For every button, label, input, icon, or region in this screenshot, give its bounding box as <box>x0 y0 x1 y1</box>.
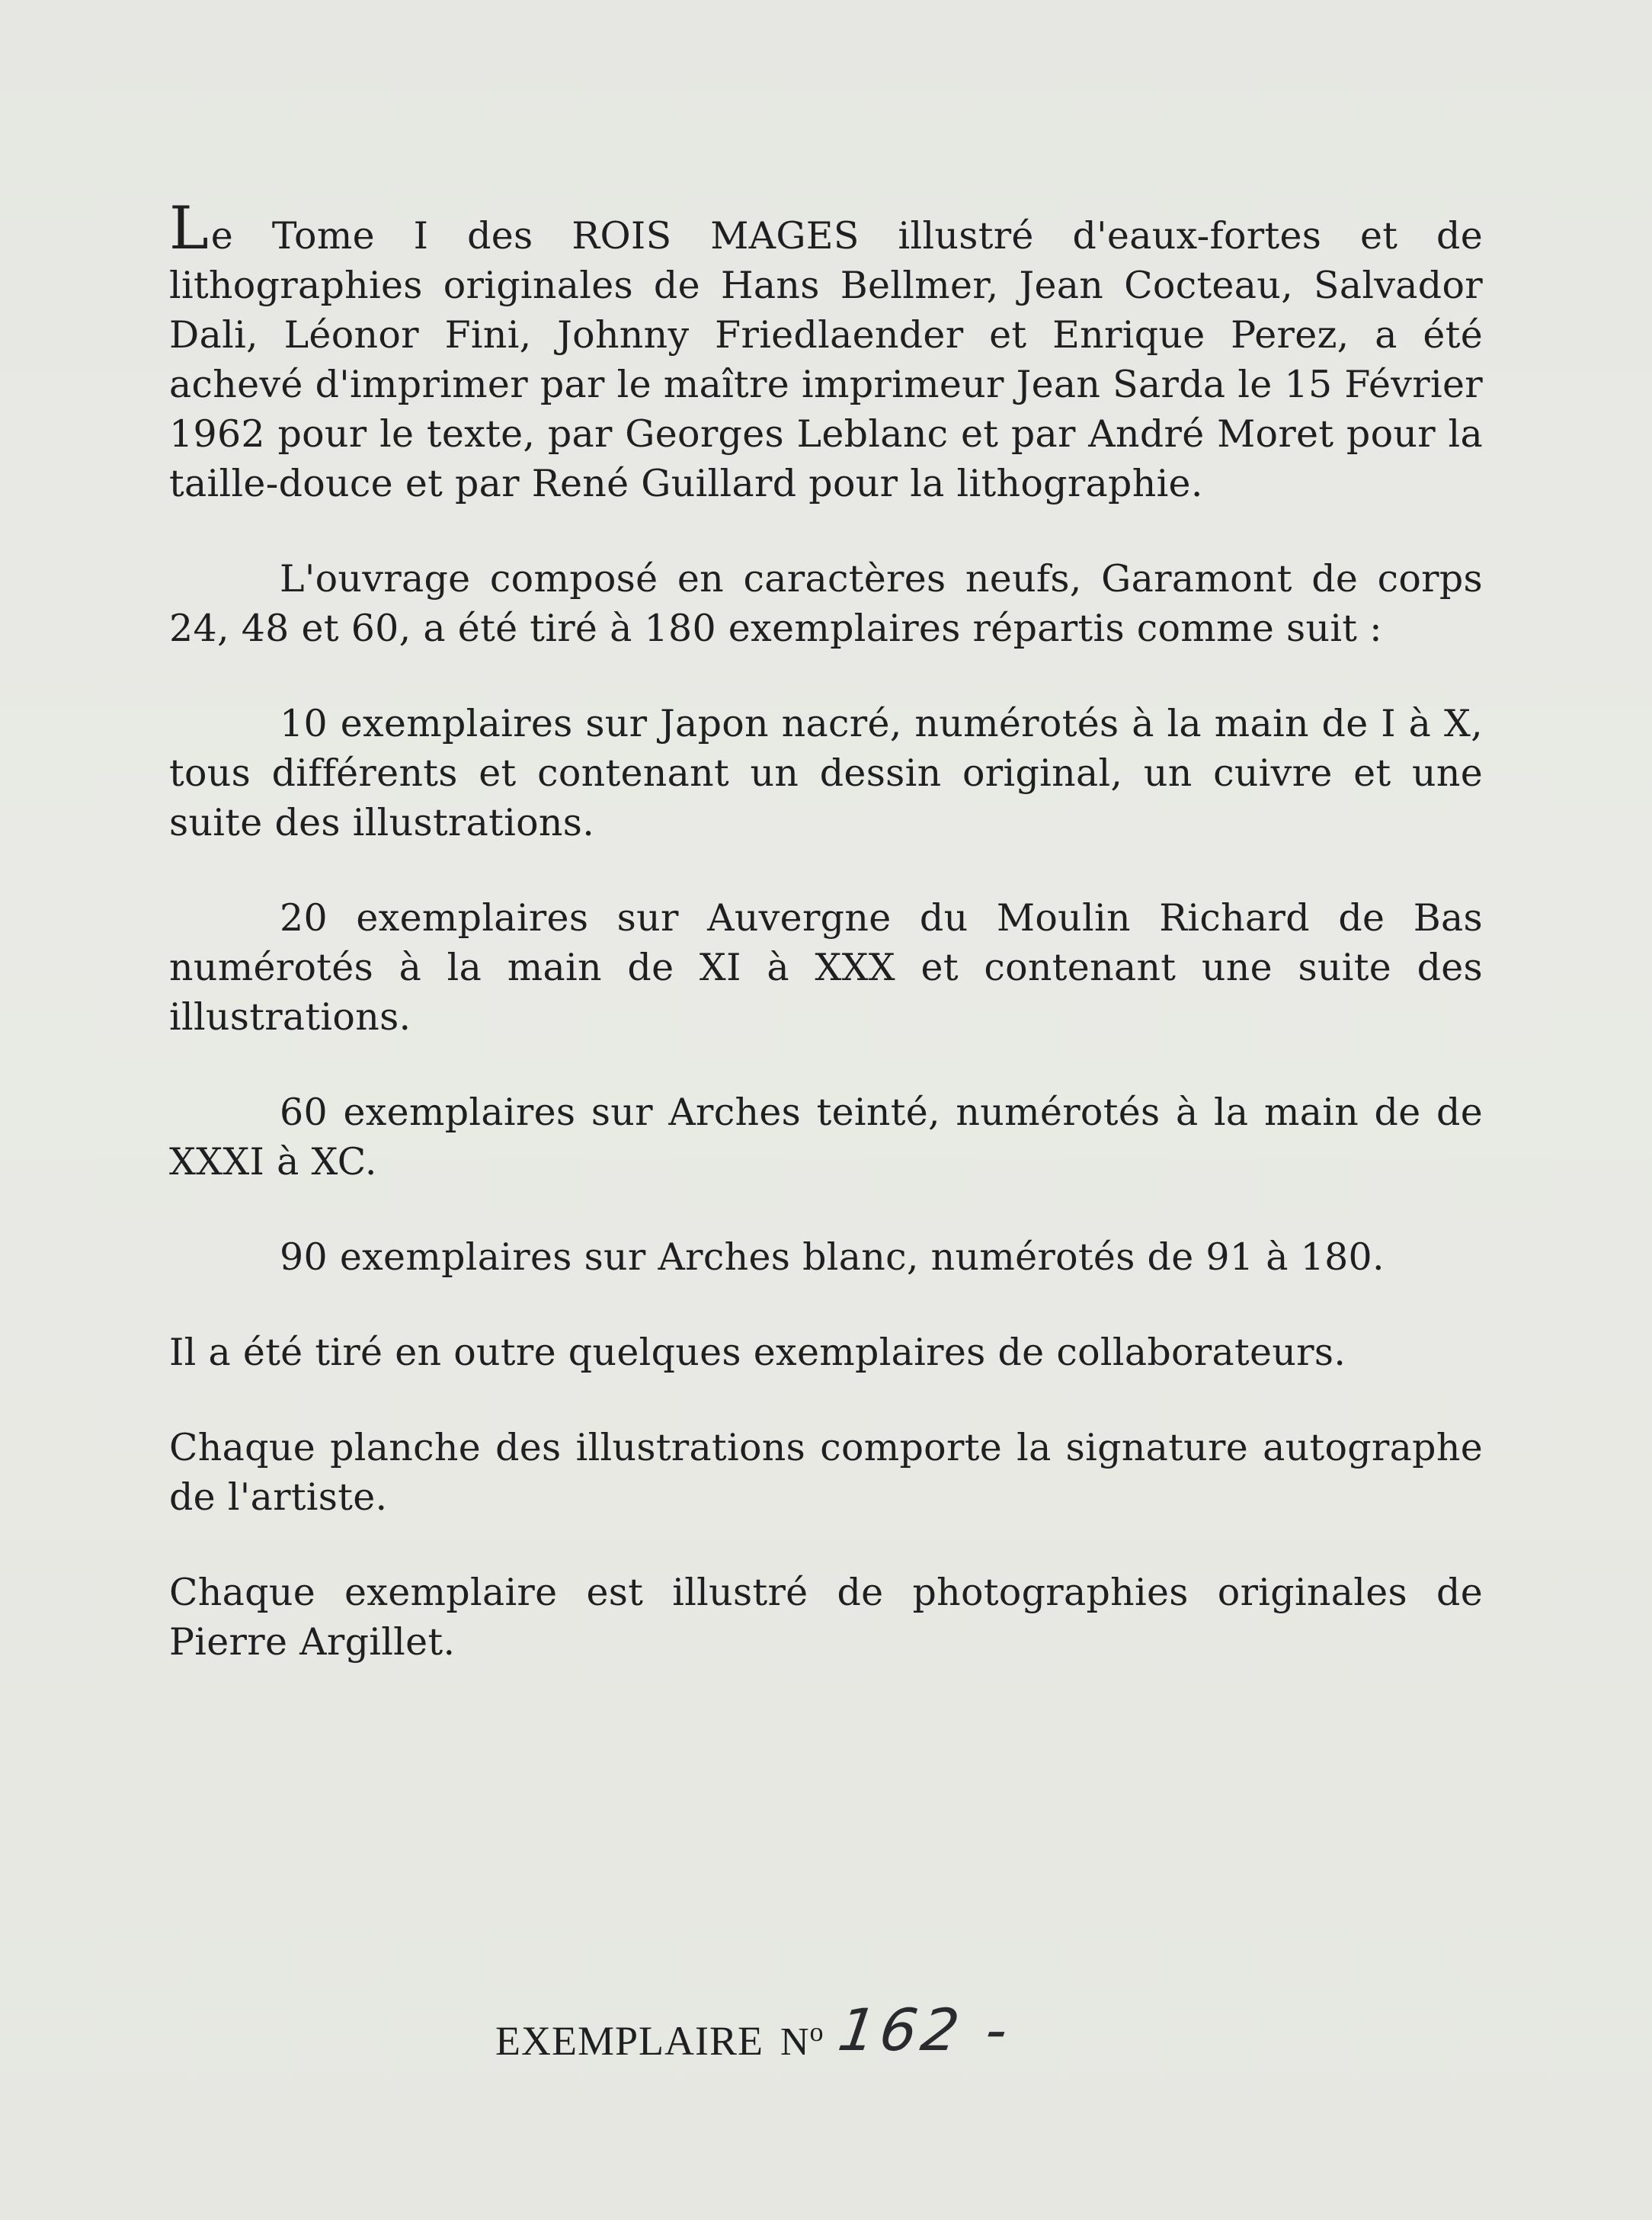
drop-cap: L <box>169 194 208 263</box>
paragraph-printing-text: e Tome I des ROIS MAGES illustré d'eaux-fortes et de lithographies originales de Hans Bellmer, Jean Cocteau, Salvador Dali, Léonor Fini, Johnny Friedlaender et Enrique Perez, a été achevé d'imprimer par le maître imprimeur Jean Sarda le 15 Février 1962 pour le texte, par Georges Leblanc et par André Moret pour la taille-douce et par René Guillard pour la lithographie. <box>169 214 1483 505</box>
paragraph-photographies: Chaque exemplaire est illustré de photographies originales de Pierre Argillet. <box>169 1571 1483 1664</box>
exemplaire-label: EXEMPLAIRE <box>495 2018 764 2064</box>
paragraph-composition: L'ouvrage composé en caractères neufs, Garamont de corps 24, 48 et 60, a été tiré à 180 exemplaires répartis comme suit : <box>169 557 1483 650</box>
exemplaire-line <box>495 1996 1016 2073</box>
paragraph-signature: Chaque planche des illustrations comporte la signature autographe de l'artiste. <box>169 1426 1483 1519</box>
paragraph-arches-teinte: 60 exemplaires sur Arches teinté, numérotés à la main de de XXXI à XC. <box>169 1091 1483 1184</box>
paragraph-collaborateurs: Il a été tiré en outre quelques exemplaires de collaborateurs. <box>169 1331 1346 1374</box>
handwritten-number: 162 - <box>834 1996 1016 2064</box>
numero-superscript: o <box>809 2017 824 2047</box>
numero-letter: N <box>780 2020 810 2064</box>
paragraph-japon: 10 exemplaires sur Japon nacré, numérotés à la main de I à X, tous différents et contenant un dessin original, un cuivre et une suite des illustrations. <box>169 702 1483 844</box>
paragraph-printing <box>169 194 1483 508</box>
paragraph-arches-blanc: 90 exemplaires sur Arches blanc, numérotés de 91 à 180. <box>280 1235 1385 1279</box>
colophon-text <box>169 194 1483 1712</box>
numero-mark <box>780 2017 824 2064</box>
paragraph-auvergne: 20 exemplaires sur Auvergne du Moulin Richard de Bas numérotés à la main de XI à XXX et contenant une suite des illustrations. <box>169 896 1483 1039</box>
